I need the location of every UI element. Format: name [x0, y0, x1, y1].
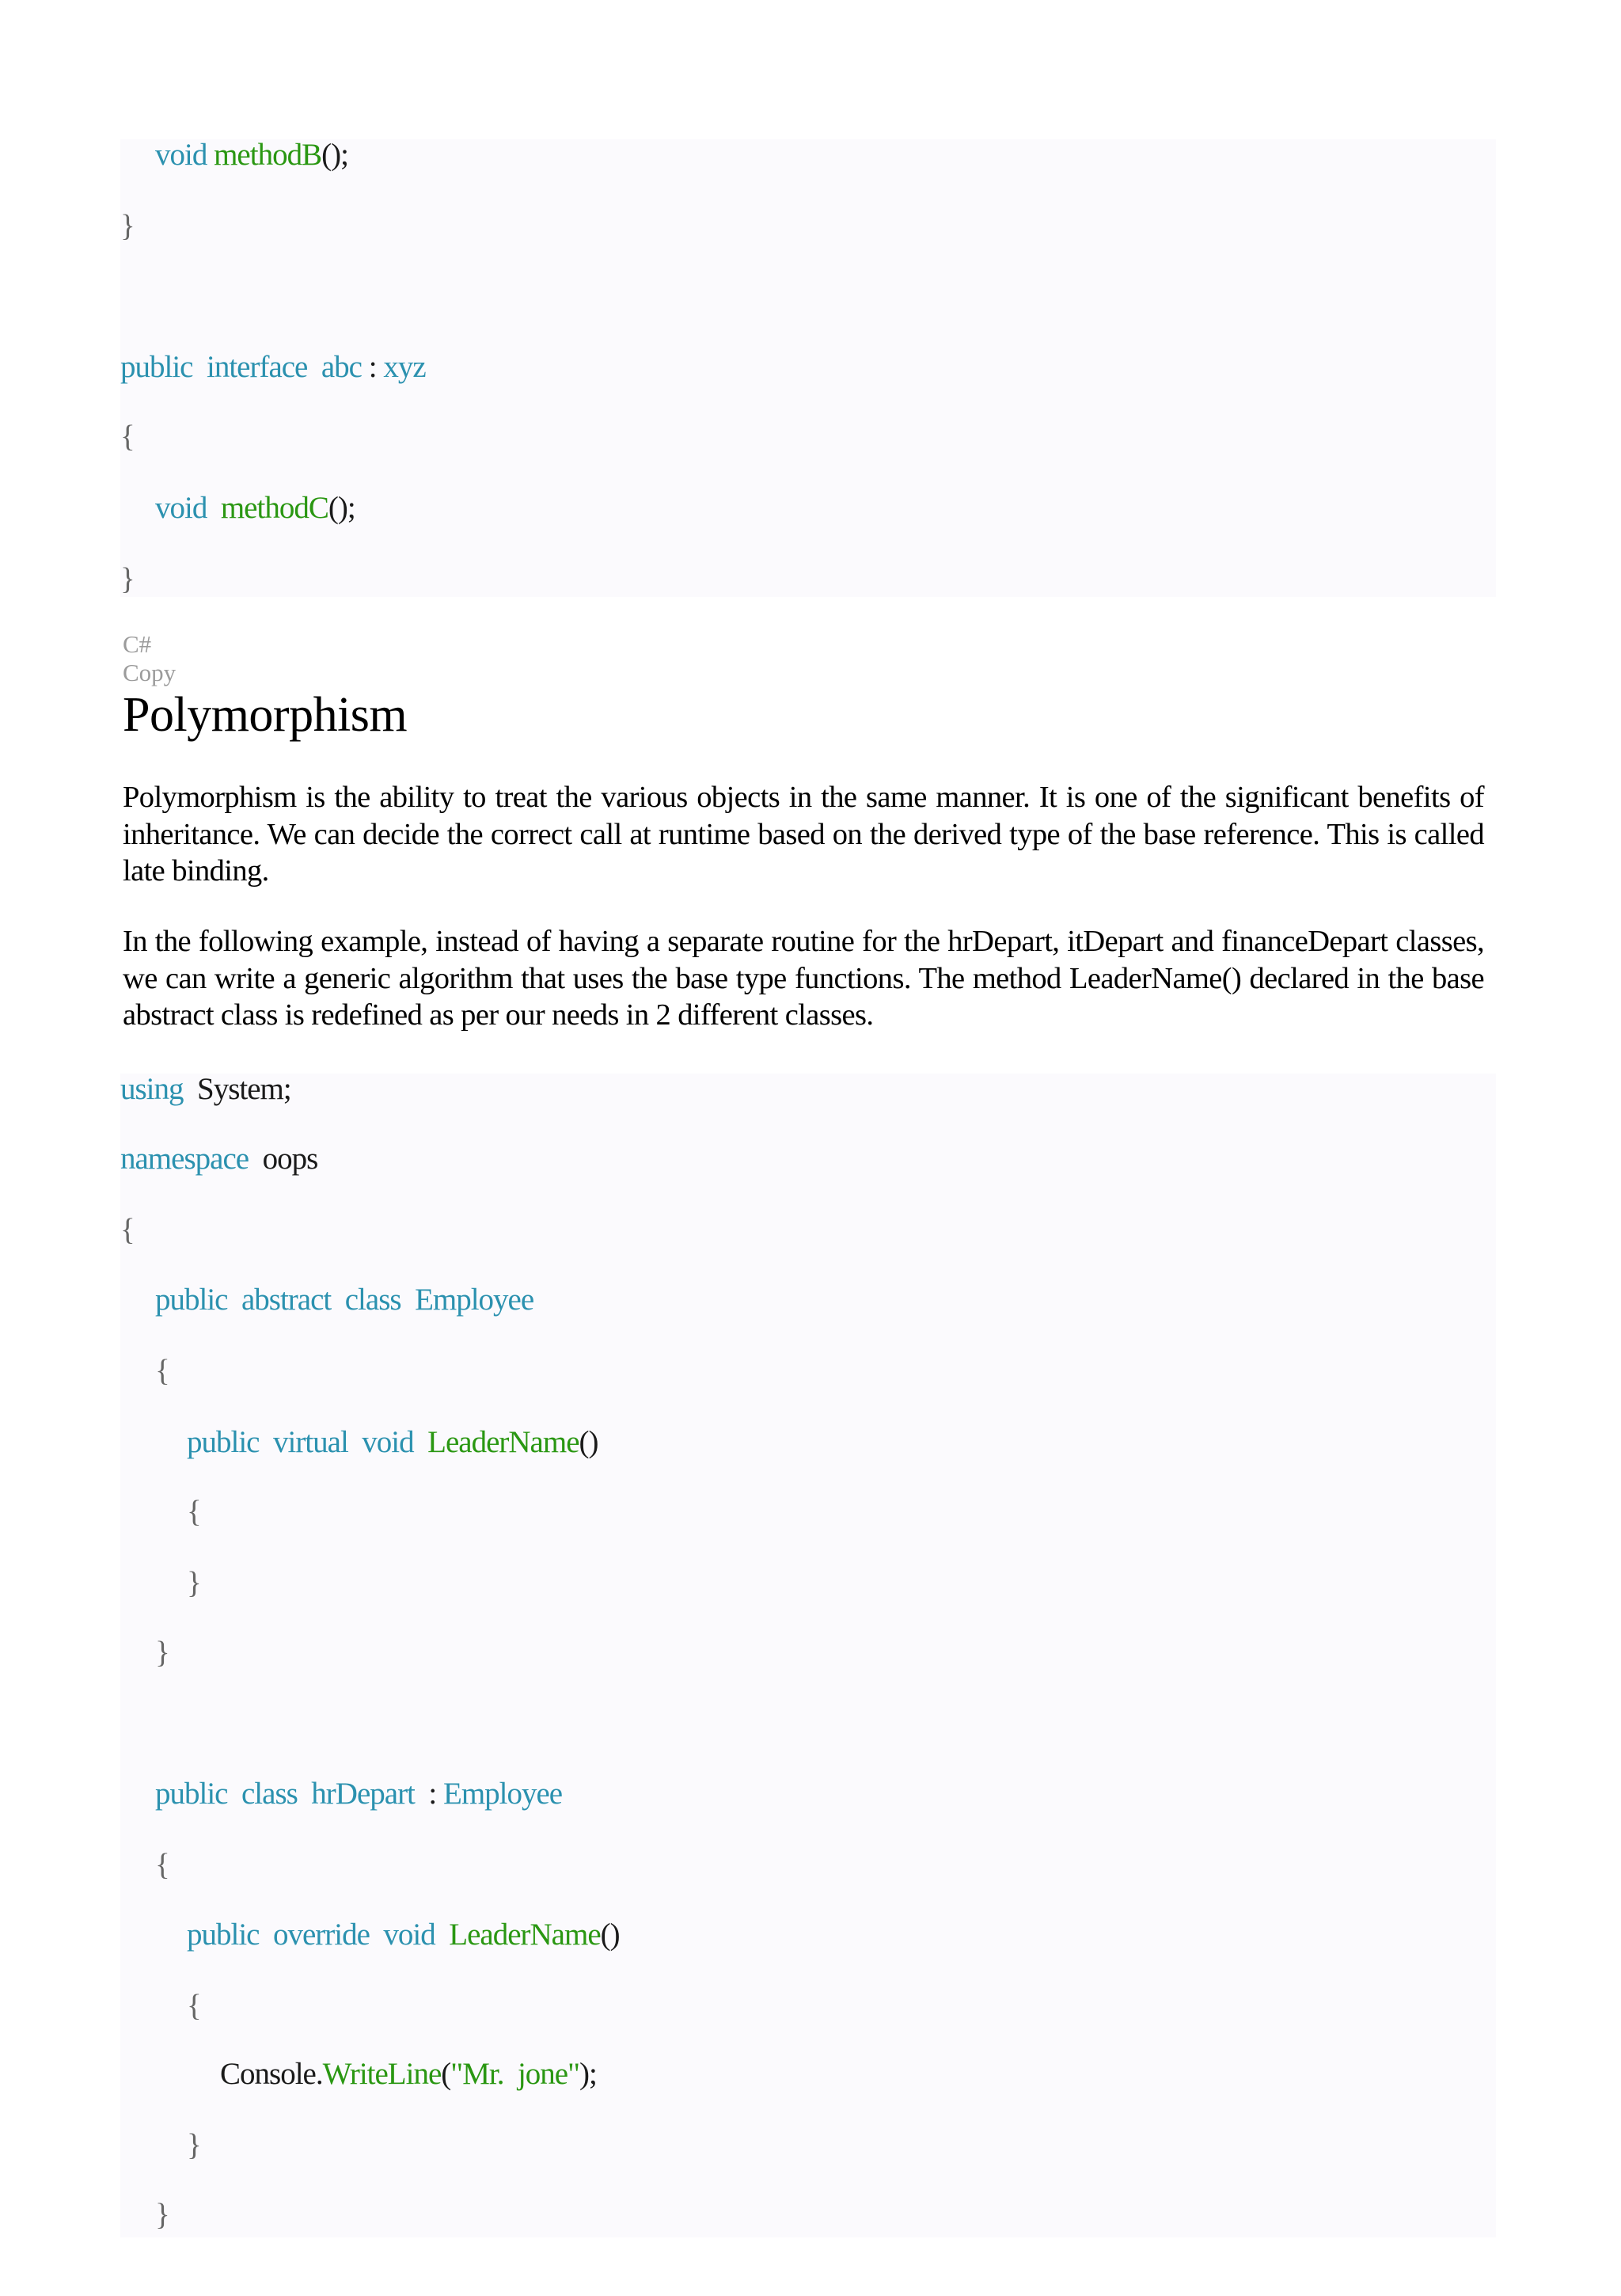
code-token: } [187, 1566, 201, 1600]
code-token: } [187, 2128, 201, 2162]
code-token: Console. [220, 2057, 323, 2091]
code-line [120, 1142, 317, 1177]
code-line [155, 138, 348, 173]
section-heading: Polymorphism [123, 688, 408, 742]
code-token: LeaderName [427, 1425, 579, 1459]
code-token [435, 1918, 450, 1952]
code-line [120, 350, 426, 385]
code-token: } [120, 562, 135, 596]
code-token: ); [579, 2057, 597, 2091]
code-token: "Mr. jone" [450, 2057, 580, 2091]
code-token [331, 1283, 345, 1317]
code-token [207, 138, 214, 172]
code-token: () [600, 1918, 620, 1952]
paragraph-intro: Polymorphism is the ability to treat the various objects in the same manner. It is one of the significant benefits of inheritance. We can decide the correct call at runtime based on the derived type of the base reference. This is called late binding. [123, 781, 1484, 888]
paragraph-example: In the following example, instead of having a separate routine for the hrDepart, itDepart and financeDepart classes, we can write a generic algorithm that uses the base type functions. The method LeaderName() declared in the base abstract class is redefined as per our needs in 2 different classes. [123, 925, 1484, 1032]
code-token: void [155, 491, 207, 525]
code-token: () [579, 1425, 598, 1459]
code-token [414, 1425, 428, 1459]
code-line [155, 1848, 169, 1883]
code-token [249, 1142, 263, 1176]
code-token: (); [321, 138, 348, 172]
code-token: ( [441, 2057, 451, 2091]
code-token: public [155, 1777, 228, 1811]
code-token [259, 1425, 273, 1459]
code-token [298, 1777, 312, 1811]
code-line [155, 1283, 533, 1317]
code-line [187, 1989, 201, 2024]
code-token: { [155, 1354, 169, 1388]
code-token: (); [328, 491, 355, 525]
code-token: namespace [120, 1142, 249, 1176]
code-token: oops [262, 1142, 318, 1176]
code-line [187, 1425, 598, 1460]
code-token: using [120, 1072, 184, 1106]
code-line [155, 491, 355, 526]
code-block-interfaces [120, 139, 1496, 597]
code-token: System; [197, 1072, 291, 1106]
code-token: : [362, 350, 384, 384]
code-token [184, 1072, 198, 1106]
code-token: LeaderName [449, 1918, 601, 1952]
code-line [187, 2128, 201, 2163]
code-token [401, 1283, 416, 1317]
code-token: } [155, 1636, 169, 1670]
code-line [120, 209, 135, 244]
code-token: void [362, 1425, 414, 1459]
code-token: abstract [241, 1283, 332, 1317]
code-token: class [344, 1283, 401, 1317]
code-token: virtual [272, 1425, 348, 1459]
code-token [227, 1777, 241, 1811]
code-token: void [155, 138, 207, 172]
code-token: { [187, 1495, 201, 1529]
code-token: { [120, 1213, 135, 1247]
code-line [155, 1354, 169, 1389]
code-token: interface [206, 350, 308, 384]
code-line [220, 2057, 597, 2092]
code-token: { [120, 420, 135, 454]
code-token [348, 1425, 363, 1459]
code-line [120, 1213, 135, 1248]
code-line [187, 1495, 201, 1530]
code-token [227, 1283, 241, 1317]
code-token: xyz [383, 350, 426, 384]
code-line [120, 1072, 291, 1107]
code-language-label: C# [123, 630, 152, 658]
code-token: class [241, 1777, 298, 1811]
code-line [155, 2198, 169, 2233]
code-line [120, 420, 135, 454]
code-line [120, 562, 135, 597]
code-token: methodB [214, 138, 322, 172]
code-token [207, 491, 221, 525]
code-token: } [120, 209, 135, 243]
code-block-polymorphism [120, 1074, 1496, 2237]
code-line [155, 1636, 169, 1671]
code-token: Employee [443, 1777, 563, 1811]
code-token [259, 1918, 273, 1952]
code-token: hrDepart [311, 1777, 415, 1811]
code-token: override [272, 1918, 370, 1952]
code-token: public [187, 1425, 260, 1459]
code-token: { [155, 1848, 169, 1882]
code-token: { [187, 1989, 201, 2023]
code-token: } [155, 2198, 169, 2232]
code-token: Employee [415, 1283, 534, 1317]
code-token: public [120, 350, 193, 384]
code-token: void [383, 1918, 435, 1952]
code-token: WriteLine [322, 2057, 442, 2091]
code-token: public [187, 1918, 260, 1952]
code-token: methodC [220, 491, 328, 525]
code-token [192, 350, 207, 384]
code-line [187, 1566, 201, 1601]
code-token [307, 350, 321, 384]
code-token [370, 1918, 384, 1952]
code-line [155, 1777, 562, 1811]
code-token: : [414, 1777, 443, 1811]
code-token: public [155, 1283, 228, 1317]
code-token: abc [321, 350, 362, 384]
copy-code-button[interactable]: Copy [123, 659, 177, 686]
code-line [187, 1918, 620, 1952]
